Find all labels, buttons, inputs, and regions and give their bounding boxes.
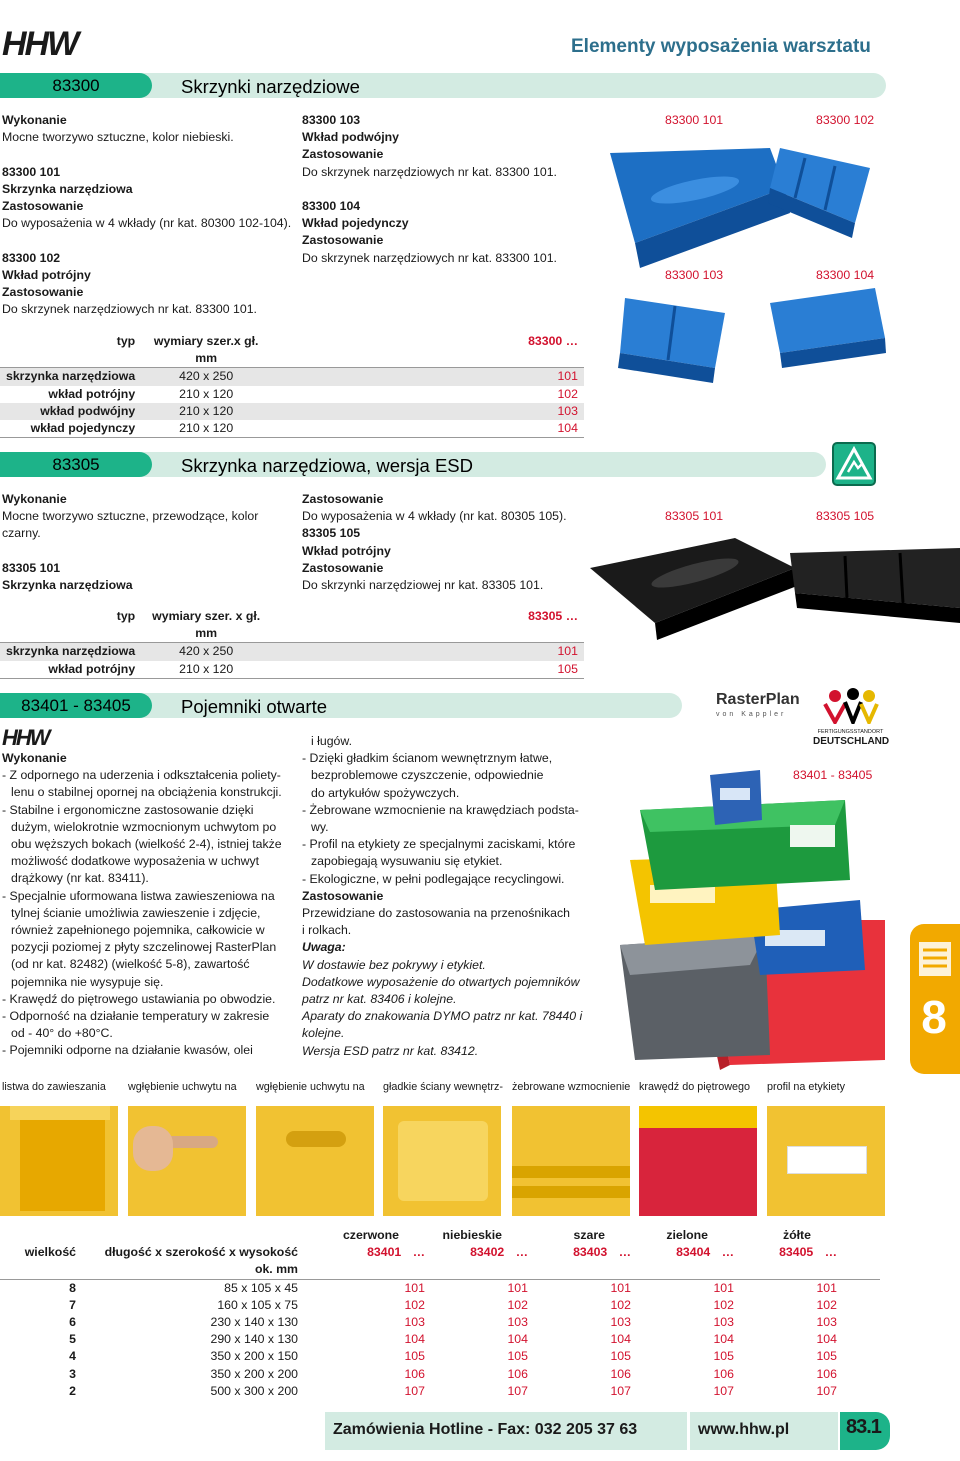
label: Wykonanie	[2, 492, 67, 506]
footer-bar	[0, 1412, 960, 1450]
section-title: Pojemniki otwarte	[181, 696, 328, 717]
section-number: 83401 - 83405	[0, 693, 152, 718]
table-cell: 107	[610, 1383, 631, 1398]
badge-emblem-icon	[821, 684, 881, 724]
text: pojemnika nie wysypuje się.	[11, 974, 164, 989]
table-cell: 7	[69, 1297, 76, 1312]
text: - Specjalnie uformowana listwa zawieszeniowa na	[2, 888, 275, 903]
toolbox-83305-101	[590, 538, 797, 640]
table-row	[0, 1348, 880, 1365]
col-header-color: żółte	[782, 1228, 811, 1242]
black-toolbox-illustration	[585, 528, 960, 648]
table-cell: 103	[816, 1315, 837, 1330]
col-header-color: niebieskie	[442, 1228, 502, 1242]
col-header-unit: mm	[141, 625, 271, 643]
table-row	[0, 1314, 880, 1331]
cell-dims: 210 x 120	[141, 661, 271, 679]
section-number: 83300	[0, 73, 152, 98]
table-cell: 105	[816, 1349, 837, 1364]
text: Do wyposażenia w 4 wkłady (nr kat. 80300 102-104).	[2, 216, 292, 231]
text: patrz nr kat. 83406 i kolejne.	[302, 992, 457, 1007]
s1-col1	[2, 112, 291, 318]
text: - Krawędź do piętrowego ustawiania po obwodzie.	[2, 991, 276, 1006]
text: - Profil na etykiety ze specjalnymi zaciskami, które	[302, 837, 576, 852]
table-cell: 2	[69, 1383, 76, 1398]
col-header-typ: typ	[116, 609, 136, 623]
table-cell: 6	[69, 1315, 76, 1330]
feature-caption: żebrowane wzmocnienie	[512, 1081, 631, 1093]
table-cell: 102	[816, 1297, 837, 1312]
cell-typ: wkład potrójny	[0, 661, 141, 679]
table-row	[0, 1279, 880, 1297]
product-name: Wkład potrójny	[2, 267, 91, 282]
section-band-83305	[0, 452, 826, 477]
table-cell: 101	[713, 1280, 734, 1295]
product-name: Skrzynka narzędziowa	[2, 181, 133, 196]
s3-col1	[2, 750, 282, 1060]
label: Zastosowanie	[2, 199, 84, 213]
text: Mocne tworzywo sztuczne, kolor niebieski.	[2, 130, 234, 145]
feature-caption: listwa do zawieszania	[2, 1081, 106, 1093]
text: również zapełnionego pojemnika, całkowicie w	[11, 923, 265, 938]
image-label: 83305 105	[816, 509, 875, 523]
text: Do skrzynek narzędziowych nr kat. 83300 101.	[302, 164, 557, 179]
rasterplan-logo	[716, 690, 806, 719]
ellipsis: …	[721, 1245, 734, 1260]
table-cell: 102	[404, 1297, 425, 1312]
label: Wykonanie	[2, 113, 67, 127]
text: od - 40° do +80°C.	[11, 1026, 113, 1041]
cell-code: 105	[461, 661, 584, 679]
label: Wykonanie	[2, 751, 67, 765]
label: Uwaga:	[302, 940, 346, 955]
col-header-color: czerwone	[342, 1228, 399, 1242]
product-code: 83305 101	[2, 560, 61, 575]
label: Zastosowanie	[302, 233, 384, 248]
table-cell: 8	[69, 1280, 76, 1295]
toolbox-83300-101	[610, 148, 790, 268]
text: Wersja ESD patrz nr kat. 83412.	[302, 1043, 479, 1058]
table-row	[0, 1366, 880, 1383]
table-cell: 102	[610, 1297, 631, 1312]
ellipsis: …	[824, 1245, 837, 1260]
cell-dims: 420 x 250	[141, 643, 271, 661]
insert-83305-105	[790, 548, 960, 623]
table-cell: 103	[507, 1315, 528, 1330]
bin-gray	[620, 935, 770, 1060]
text: obu węższych bokach (wielkość 2-4), istniej także	[11, 837, 282, 852]
code-prefix: 83403	[573, 1245, 608, 1260]
table-cell: 3	[69, 1366, 76, 1381]
label: Zastosowanie	[302, 888, 384, 903]
product-name: Wkład potrójny	[302, 543, 391, 558]
text: drążkowy (nr kat. 83411).	[11, 871, 149, 886]
table-cell: 107	[404, 1383, 425, 1398]
table-cell: 104	[713, 1332, 734, 1347]
table-cell: 107	[713, 1383, 734, 1398]
sizes-table	[0, 1227, 880, 1400]
col-header-unit: ok. mm	[254, 1262, 298, 1277]
cell-code: 101	[461, 643, 584, 661]
cell-code: 102	[557, 386, 578, 401]
table-row	[0, 661, 584, 679]
text: Do wyposażenia w 4 wkłady (nr kat. 80305 105).	[302, 509, 567, 524]
text: - Ekologiczne, w pełni podlegające recyclingowi.	[302, 871, 565, 886]
col-header-size: wielkość	[24, 1245, 76, 1260]
table-cell: 4	[69, 1349, 76, 1364]
text: bezproblemowe czyszczenie, odpowiednie	[311, 768, 544, 783]
text: - Stabilne i ergonomiczne zastosowanie dzięki	[2, 802, 254, 817]
cell-code: 103	[461, 403, 584, 420]
product-code: 83300 101	[2, 164, 61, 179]
code-prefix: 83404	[676, 1245, 711, 1260]
table-cell: 106	[404, 1366, 425, 1381]
table-row	[0, 643, 584, 661]
blue-toolbox-illustration	[580, 128, 960, 403]
text: Przewidziane do zastosowania na przenośnikach	[302, 906, 570, 921]
stacked-bins-illustration	[590, 770, 900, 1075]
col-header-code: 83300 …	[528, 334, 578, 348]
section-band-83300	[0, 73, 886, 98]
text: Mocne tworzywo sztuczne, przewodzące, kolor	[2, 509, 259, 524]
text: możliwość dodatkowe wyposażenia w uchwyt	[11, 854, 260, 869]
image-label: 83300 102	[816, 113, 875, 127]
table-cell: 230 x 140 x 130	[210, 1315, 298, 1330]
text: - Żebrowane wzmocnienie na krawędziach podsta-	[302, 802, 579, 817]
table-row	[0, 1331, 880, 1348]
photo-grip-recess	[256, 1106, 374, 1216]
product-code: 83300 103	[302, 113, 361, 127]
table-cell: 106	[816, 1366, 837, 1381]
cell-dims: 420 x 250	[141, 368, 271, 386]
s2-spec-table	[0, 608, 584, 679]
col-header-dims: wymiary szer. x gł.	[152, 609, 261, 623]
s1-spec-table	[0, 333, 584, 438]
section-title: Skrzynka narzędziowa, wersja ESD	[181, 455, 473, 476]
feature-caption: wgłębienie uchwytu na	[256, 1081, 365, 1093]
table-cell: 105	[713, 1349, 734, 1364]
table-cell: 101	[610, 1280, 631, 1295]
code-prefix: 83401	[367, 1245, 402, 1260]
table-row	[0, 1383, 880, 1400]
product-name: Skrzynka narzędziowa	[2, 578, 133, 592]
table-cell: 103	[610, 1315, 631, 1330]
cell-dims: 210 x 120	[141, 420, 271, 438]
image-label: 83300 103	[665, 268, 724, 282]
product-code: 83300 102	[2, 250, 61, 265]
footer-page-number: 83.1	[846, 1416, 881, 1438]
col-header-color: zielone	[666, 1228, 708, 1242]
table-cell: 106	[713, 1366, 734, 1381]
product-name: Wkład podwójny	[302, 130, 400, 145]
text: dużym, wielokrotnie wzmocnionym uchwytom po	[11, 819, 277, 834]
insert-83300-103	[618, 298, 725, 383]
text: Aparaty do znakowania DYMO patrz nr kat. 78440 i	[302, 1009, 583, 1024]
text: Do skrzynek narzędziowych nr kat. 83300 101.	[2, 302, 257, 317]
table-cell: 101	[404, 1280, 425, 1295]
ellipsis: …	[515, 1245, 528, 1260]
product-code: 83305 105	[302, 526, 361, 541]
product-code: 83300 104	[302, 199, 361, 213]
table-cell: 500 x 300 x 200	[210, 1383, 298, 1398]
feature-caption: gładkie ściany wewnętrz-	[383, 1081, 504, 1093]
table-cell: 101	[507, 1280, 528, 1295]
bin-blue-small	[710, 770, 762, 825]
label: Zastosowanie	[302, 560, 384, 575]
cell-code: 104	[461, 420, 584, 438]
text: czarny.	[2, 526, 41, 541]
code-prefix: 83405	[779, 1245, 814, 1260]
table-cell: 101	[816, 1280, 837, 1295]
image-label: 83305 101	[665, 509, 724, 523]
photo-smooth-walls	[383, 1106, 501, 1216]
table-row	[0, 1297, 880, 1314]
text: Do skrzynek narzędziowych nr kat. 83300 101.	[302, 250, 557, 265]
page-header-title: Elementy wyposażenia warsztatu	[571, 36, 871, 57]
table-cell: 290 x 140 x 130	[210, 1332, 298, 1347]
code-prefix: 83402	[470, 1245, 505, 1260]
text: i rolkach.	[302, 923, 352, 938]
photo-ribbed-base	[512, 1106, 630, 1216]
cell-dims: 210 x 120	[179, 386, 234, 401]
feature-caption: wgłębienie uchwytu na	[128, 1081, 237, 1093]
chapter-tab	[910, 924, 960, 1074]
table-cell: 103	[713, 1315, 734, 1330]
photo-stacking-edge	[639, 1106, 757, 1216]
label: Zastosowanie	[302, 492, 384, 506]
cell-code: 101	[461, 368, 584, 386]
insert-83300-102	[768, 148, 870, 238]
table-cell: 104	[507, 1332, 528, 1347]
hhw-logo: HHW	[2, 25, 78, 63]
feature-caption: profil na etykiety	[767, 1081, 846, 1093]
table-cell: 160 x 105 x 75	[217, 1297, 298, 1312]
cell-typ: wkład pojedynczy	[0, 420, 141, 438]
text: - Dzięki gładkim ścianom wewnętrznym łatwe,	[302, 751, 553, 766]
table-cell: 105	[507, 1349, 528, 1364]
text: lenu o stabilnej opornej na obciążenia konstrukcji.	[11, 785, 282, 800]
deutschland-badge	[813, 684, 888, 747]
table-cell: 107	[816, 1383, 837, 1398]
cell-typ: wkład podwójny	[0, 403, 141, 420]
ellipsis: …	[618, 1245, 631, 1260]
table-cell: 102	[507, 1297, 528, 1312]
cell-typ: skrzynka narzędziowa	[0, 643, 141, 661]
chapter-tab-icon	[917, 938, 953, 978]
col-header-color: szare	[573, 1228, 605, 1242]
text: wy.	[311, 820, 329, 835]
chapter-number: 8	[921, 991, 947, 1043]
label: Zastosowanie	[2, 285, 84, 299]
footer-hotline: Zamówienia Hotline - Fax: 032 205 37 63	[333, 1421, 638, 1438]
image-label: 83401 - 83405	[793, 768, 873, 782]
table-cell: 104	[404, 1332, 425, 1347]
rasterplan-logo-sub: von Kappler	[716, 711, 787, 718]
text: kolejne.	[302, 1026, 345, 1041]
table-cell: 102	[713, 1297, 734, 1312]
text: - Z odpornego na uderzenia i odkształcenia poliety-	[2, 768, 281, 783]
col-header-code: 83305 …	[528, 609, 578, 623]
table-cell: 5	[69, 1332, 76, 1347]
hhw-logo-small: HHW	[2, 725, 49, 750]
s2-col1	[2, 491, 258, 594]
rasterplan-logo-text: RasterPlan	[716, 691, 800, 708]
table-cell: 350 x 200 x 150	[210, 1349, 298, 1364]
image-label: 83300 104	[816, 268, 875, 282]
text: Dodatkowe wyposażenie do otwartych pojemników	[302, 974, 580, 989]
table-cell: 104	[610, 1332, 631, 1347]
col-header-dims: wymiary szer.x gł.	[153, 334, 259, 348]
insert-83300-104	[770, 288, 886, 368]
text: (od nr kat. 82482) (wielkość 5-8), zawartość	[11, 957, 250, 972]
text: W dostawie bez pokrywy i etykiet.	[302, 957, 486, 972]
photo-hanging-rail	[0, 1106, 118, 1216]
table-cell: 107	[507, 1383, 528, 1398]
s3-col2	[302, 733, 582, 1060]
table-row	[0, 403, 584, 420]
footer-url[interactable]: www.hhw.pl	[698, 1421, 790, 1438]
text: do artykułów spożywczych.	[311, 785, 460, 800]
table-cell: 106	[507, 1366, 528, 1381]
table-row	[0, 420, 584, 438]
cell-typ: wkład potrójny	[48, 386, 136, 401]
s2-col2	[302, 491, 567, 594]
esd-icon	[832, 442, 876, 486]
label: Zastosowanie	[302, 147, 384, 162]
text: pozycji poziomej z płyty szczelinowej RasterPlan	[11, 940, 277, 955]
table-cell: 106	[610, 1366, 631, 1381]
col-header-dims: długość x szerokość x wysokość	[104, 1245, 298, 1260]
text: zapobiegają wysuwaniu się etykiet.	[311, 854, 503, 869]
ellipsis: …	[412, 1245, 425, 1260]
col-header-typ: typ	[116, 334, 136, 348]
badge-line1: FERTIGUNGSSTANDORT	[817, 729, 884, 736]
text: tylnej ścianie umożliwia zawieszenie i zdjęcie,	[11, 905, 261, 920]
cell-dims: 210 x 120	[141, 403, 271, 420]
table-cell: 105	[404, 1349, 425, 1364]
text: - Odporność na działanie temperatury w zakresie	[2, 1009, 270, 1024]
image-label: 83300 101	[665, 113, 724, 127]
feature-caption: krawędź do piętrowego	[639, 1081, 751, 1093]
table-cell: 103	[404, 1315, 425, 1330]
section-number: 83305	[0, 452, 152, 477]
badge-line2: DEUTSCHLAND	[813, 736, 890, 748]
cell-typ: skrzynka narzędziowa	[0, 368, 141, 386]
photo-label-holder	[767, 1106, 885, 1216]
photo-grip-hand	[128, 1106, 246, 1216]
text: Do skrzynki narzędziowej nr kat. 83305 101.	[302, 578, 544, 593]
table-cell: 350 x 200 x 200	[210, 1366, 298, 1381]
table-row	[0, 368, 584, 386]
table-row	[0, 386, 584, 403]
section-title: Skrzynki narzędziowe	[181, 76, 360, 97]
table-cell: 105	[610, 1349, 631, 1364]
table-cell: 85 x 105 x 45	[224, 1280, 298, 1295]
s1-col2	[302, 112, 557, 267]
product-name: Wkład pojedynczy	[302, 216, 409, 231]
section-band-83401	[0, 693, 682, 718]
col-header-unit: mm	[141, 350, 271, 368]
text: - Pojemniki odporne na działanie kwasów, olei	[2, 1043, 253, 1058]
table-cell: 104	[816, 1332, 837, 1347]
text: i ługów.	[311, 734, 353, 748]
